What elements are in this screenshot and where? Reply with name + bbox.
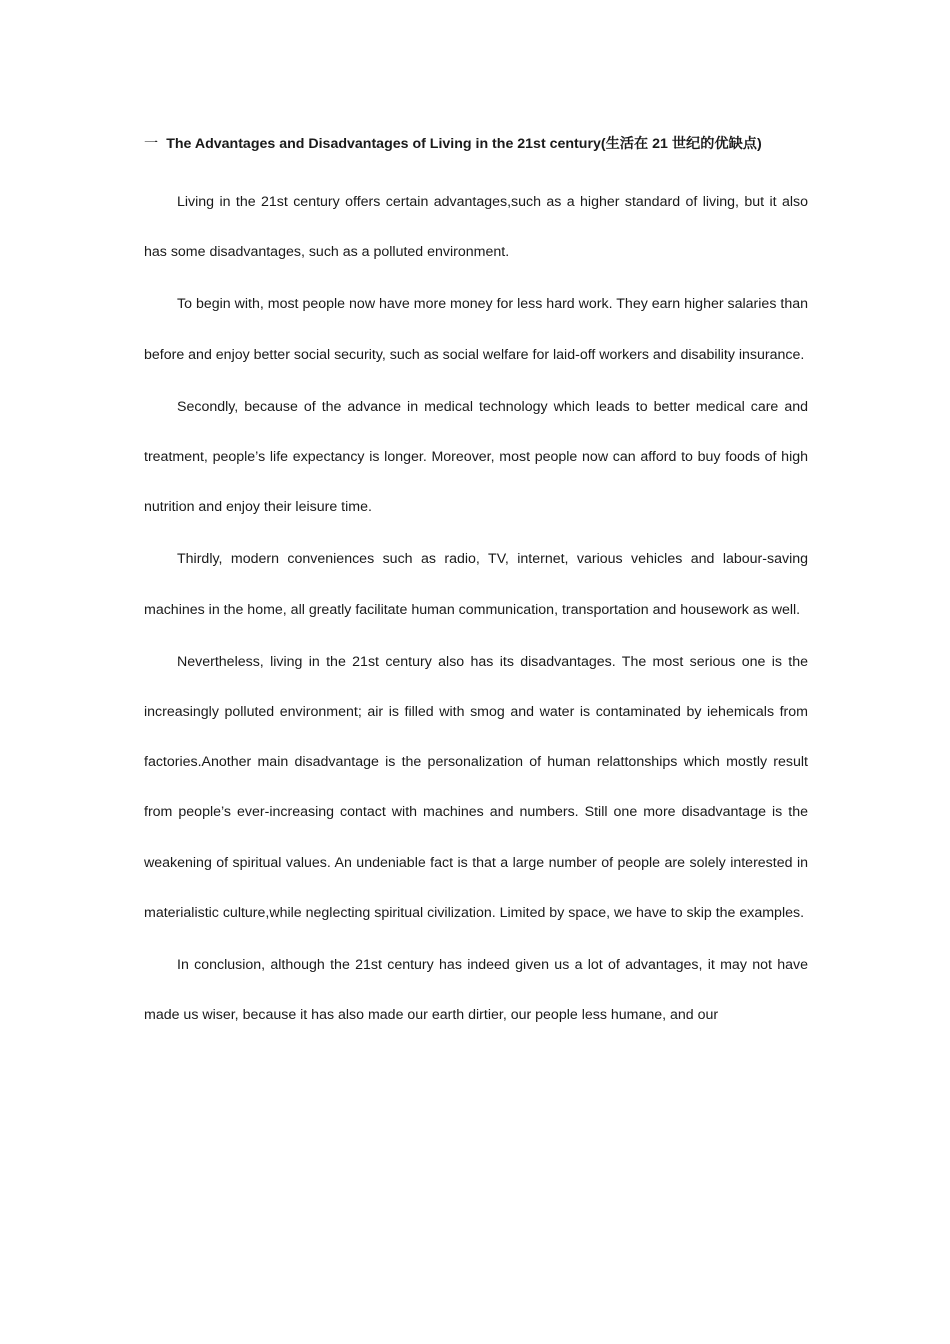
paragraph-income: To begin with, most people now have more money for less hard work. They earn higher salaries than before and enjoy better social security, such as social welfare for laid-off workers and disability insurance. <box>144 296 808 363</box>
essay-heading <box>144 128 808 160</box>
paragraph-conclusion: In conclusion, although the 21st century has indeed given us a lot of advantages, it may not have made us wiser, because it has also made our earth dirtier, our people less humane, and our <box>144 957 808 1024</box>
paragraph-disadvantages: Nevertheless, living in the 21st century also has its disadvantages. The most serious one is the increasingly polluted environment; air is filled with smog and water is contaminated by iehemicals from factories.Another main disadvantage is the personalization of human relattonships which mostly result from people’s ever-increasing contact with machines and numbers. Still one more disadvantage is the weakening of spiritual values. An undeniable fact is that a large number of people are solely interested in materialistic culture,while neglecting spiritual civilization. Limited by space, we have to skip the examples. <box>144 653 808 921</box>
heading-number-marker: 一 <box>144 136 159 152</box>
paragraph-conveniences: Thirdly, modern conveniences such as radio, TV, internet, various vehicles and labour-saving machines in the home, all greatly facilitate human communication, transportation and housework as well. <box>144 551 808 618</box>
paragraph-intro: Living in the 21st century offers certain advantages,such as a higher standard of living, but it also has some disadvantages, such as a polluted environment. <box>144 194 808 261</box>
document-body <box>144 128 808 1042</box>
heading-title: The Advantages and Disadvantages of Living in the 21st century(生活在 21 世纪的优缺点) <box>166 136 762 152</box>
paragraph-medical: Secondly, because of the advance in medical technology which leads to better medical care and treatment, people’s life expectancy is longer. Moreover, most people now can afford to buy foods of high nutrition and enjoy their leisure time. <box>144 398 808 516</box>
